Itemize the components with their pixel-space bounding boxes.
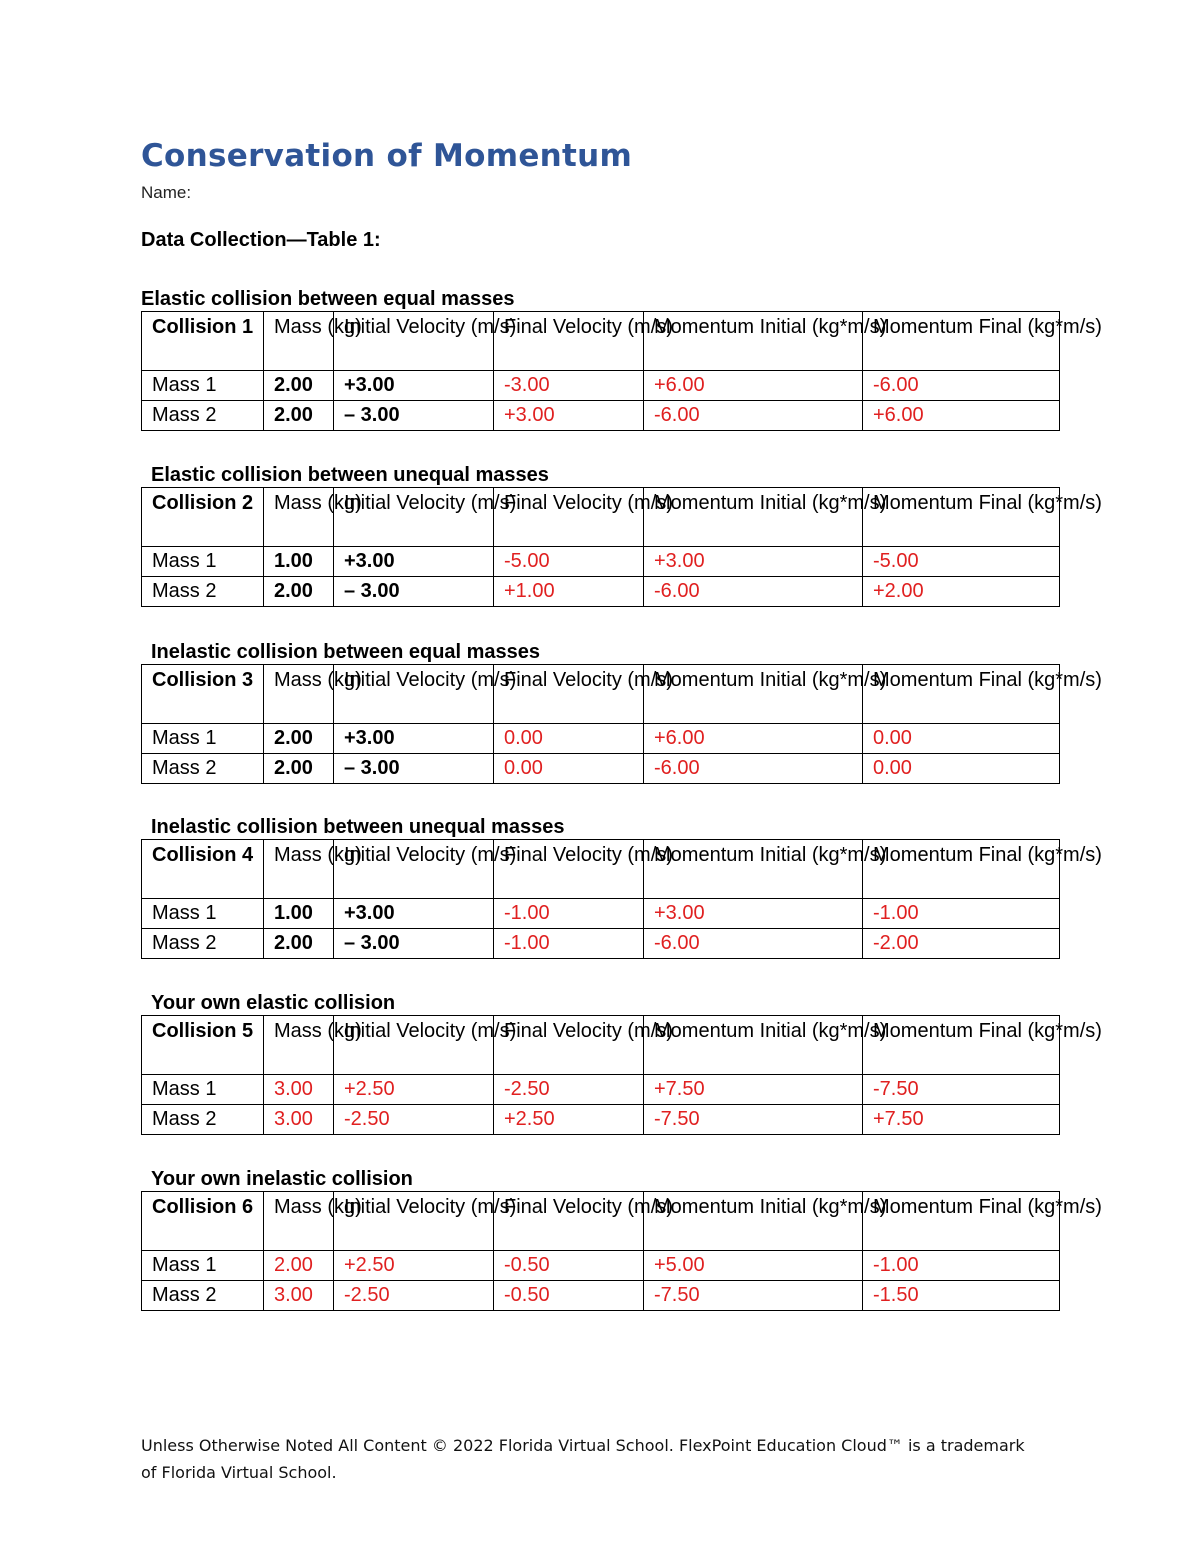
row-label: Mass 2 — [142, 401, 264, 431]
momentum-final-value: -5.00 — [863, 547, 1060, 577]
header-row — [142, 840, 1060, 899]
momentum-initial-value: -6.00 — [644, 401, 863, 431]
collision-label: Collision 6 — [142, 1192, 264, 1251]
row-label: Mass 1 — [142, 724, 264, 754]
table-row — [142, 401, 1060, 431]
final-velocity-header: Final Velocity (m/s) — [494, 840, 644, 899]
mass-value: 2.00 — [264, 929, 334, 959]
row-label: Mass 1 — [142, 1075, 264, 1105]
momentum-final-value: 0.00 — [863, 754, 1060, 784]
mass-header: Mass (kg) — [264, 1192, 334, 1251]
mass-header: Mass (kg) — [264, 488, 334, 547]
section-title: Your own elastic collision — [151, 992, 396, 1014]
mass-header: Mass (kg) — [264, 312, 334, 371]
section-title: Inelastic collision between unequal masses — [151, 816, 565, 838]
momentum-final-value: -1.00 — [863, 1251, 1060, 1281]
final-velocity-value: -0.50 — [494, 1281, 644, 1311]
momentum-final-header: Momentum Final (kg*m/s) — [863, 488, 1060, 547]
final-velocity-header: Final Velocity (m/s) — [494, 488, 644, 547]
momentum-final-value: -1.00 — [863, 899, 1060, 929]
mass-header: Mass (kg) — [264, 665, 334, 724]
collision-table-5 — [141, 1015, 1102, 1135]
row-label: Mass 1 — [142, 1251, 264, 1281]
initial-velocity-value: – 3.00 — [334, 754, 494, 784]
table-row — [142, 754, 1060, 784]
final-velocity-value: +2.50 — [494, 1105, 644, 1135]
header-row — [142, 312, 1060, 371]
momentum-initial-value: +6.00 — [644, 371, 863, 401]
data-collection-heading: Data Collection—Table 1: — [141, 229, 381, 251]
mass-value: 1.00 — [264, 899, 334, 929]
row-label: Mass 2 — [142, 1105, 264, 1135]
section-title: Elastic collision between equal masses — [141, 288, 515, 310]
collision-table-6 — [141, 1191, 1102, 1311]
initial-velocity-header: Initial Velocity (m/s) — [334, 488, 494, 547]
page-title: Conservation of Momentum — [141, 138, 633, 174]
momentum-initial-value: +6.00 — [644, 724, 863, 754]
section-title: Elastic collision between unequal masses — [151, 464, 549, 486]
row-label: Mass 1 — [142, 547, 264, 577]
table-row — [142, 1105, 1060, 1135]
final-velocity-value: 0.00 — [494, 724, 644, 754]
header-row — [142, 1016, 1060, 1075]
final-velocity-value: -1.00 — [494, 899, 644, 929]
collision-section-4 — [141, 815, 1102, 959]
collision-table-4 — [141, 839, 1102, 959]
row-label: Mass 2 — [142, 1281, 264, 1311]
final-velocity-value: -0.50 — [494, 1251, 644, 1281]
initial-velocity-header: Initial Velocity (m/s) — [334, 1192, 494, 1251]
momentum-initial-header: Momentum Initial (kg*m/s) — [644, 665, 863, 724]
section-title: Inelastic collision between equal masses — [151, 641, 541, 663]
table-row — [142, 1075, 1060, 1105]
initial-velocity-value: – 3.00 — [334, 929, 494, 959]
final-velocity-header: Final Velocity (m/s) — [494, 665, 644, 724]
collision-label: Collision 4 — [142, 840, 264, 899]
mass-value: 3.00 — [264, 1281, 334, 1311]
momentum-initial-header: Momentum Initial (kg*m/s) — [644, 1192, 863, 1251]
collision-label: Collision 2 — [142, 488, 264, 547]
header-row — [142, 1192, 1060, 1251]
momentum-final-value: +6.00 — [863, 401, 1060, 431]
initial-velocity-value: -2.50 — [334, 1281, 494, 1311]
row-label: Mass 2 — [142, 577, 264, 607]
momentum-final-header: Momentum Final (kg*m/s) — [863, 665, 1060, 724]
mass-value: 2.00 — [264, 401, 334, 431]
momentum-initial-value: -7.50 — [644, 1105, 863, 1135]
initial-velocity-value: +2.50 — [334, 1251, 494, 1281]
collision-section-2 — [141, 463, 1102, 607]
momentum-initial-value: +3.00 — [644, 547, 863, 577]
name-label: Name: — [141, 183, 192, 202]
collision-section-1 — [141, 287, 1102, 431]
initial-velocity-value: – 3.00 — [334, 401, 494, 431]
momentum-initial-value: -6.00 — [644, 929, 863, 959]
momentum-final-value: +7.50 — [863, 1105, 1060, 1135]
momentum-initial-header: Momentum Initial (kg*m/s) — [644, 488, 863, 547]
momentum-final-value: -2.00 — [863, 929, 1060, 959]
momentum-initial-value: -7.50 — [644, 1281, 863, 1311]
momentum-final-header: Momentum Final (kg*m/s) — [863, 1016, 1060, 1075]
row-label: Mass 1 — [142, 899, 264, 929]
final-velocity-header: Final Velocity (m/s) — [494, 1016, 644, 1075]
initial-velocity-value: +3.00 — [334, 547, 494, 577]
initial-velocity-value: +3.00 — [334, 371, 494, 401]
row-label: Mass 1 — [142, 371, 264, 401]
momentum-initial-header: Momentum Initial (kg*m/s) — [644, 312, 863, 371]
mass-value: 2.00 — [264, 1251, 334, 1281]
final-velocity-header: Final Velocity (m/s) — [494, 312, 644, 371]
momentum-final-header: Momentum Final (kg*m/s) — [863, 1192, 1060, 1251]
table-row — [142, 547, 1060, 577]
mass-value: 3.00 — [264, 1105, 334, 1135]
momentum-final-value: -1.50 — [863, 1281, 1060, 1311]
final-velocity-value: -2.50 — [494, 1075, 644, 1105]
initial-velocity-header: Initial Velocity (m/s) — [334, 1016, 494, 1075]
initial-velocity-value: +3.00 — [334, 899, 494, 929]
row-label: Mass 2 — [142, 754, 264, 784]
momentum-final-value: +2.00 — [863, 577, 1060, 607]
collision-label: Collision 3 — [142, 665, 264, 724]
final-velocity-value: -1.00 — [494, 929, 644, 959]
final-velocity-header: Final Velocity (m/s) — [494, 1192, 644, 1251]
final-velocity-value: -5.00 — [494, 547, 644, 577]
collision-label: Collision 5 — [142, 1016, 264, 1075]
momentum-final-value: 0.00 — [863, 724, 1060, 754]
footer-copyright: Unless Otherwise Noted All Content © 2022 Florida Virtual School. FlexPoint Education Cloud™ is a trademark of Florida Virtual School. — [141, 1436, 1025, 1482]
table-row — [142, 899, 1060, 929]
final-velocity-value: +1.00 — [494, 577, 644, 607]
mass-value: 1.00 — [264, 547, 334, 577]
momentum-initial-value: +7.50 — [644, 1075, 863, 1105]
momentum-final-value: -6.00 — [863, 371, 1060, 401]
table-row — [142, 577, 1060, 607]
momentum-final-value: -7.50 — [863, 1075, 1060, 1105]
collision-section-5 — [141, 991, 1102, 1135]
momentum-final-header: Momentum Final (kg*m/s) — [863, 840, 1060, 899]
row-label: Mass 2 — [142, 929, 264, 959]
header-row — [142, 488, 1060, 547]
final-velocity-value: -3.00 — [494, 371, 644, 401]
collision-section-6 — [141, 1167, 1102, 1311]
initial-velocity-value: – 3.00 — [334, 577, 494, 607]
initial-velocity-value: +2.50 — [334, 1075, 494, 1105]
mass-value: 2.00 — [264, 754, 334, 784]
collision-section-3 — [141, 640, 1102, 784]
initial-velocity-header: Initial Velocity (m/s) — [334, 312, 494, 371]
final-velocity-value: +3.00 — [494, 401, 644, 431]
mass-value: 3.00 — [264, 1075, 334, 1105]
table-row — [142, 1281, 1060, 1311]
collision-table-3 — [141, 664, 1102, 784]
momentum-initial-value: +3.00 — [644, 899, 863, 929]
momentum-initial-value: +5.00 — [644, 1251, 863, 1281]
initial-velocity-value: +3.00 — [334, 724, 494, 754]
mass-value: 2.00 — [264, 577, 334, 607]
table-row — [142, 724, 1060, 754]
table-row — [142, 371, 1060, 401]
table-row — [142, 929, 1060, 959]
momentum-initial-header: Momentum Initial (kg*m/s) — [644, 840, 863, 899]
mass-header: Mass (kg) — [264, 1016, 334, 1075]
final-velocity-value: 0.00 — [494, 754, 644, 784]
initial-velocity-header: Initial Velocity (m/s) — [334, 840, 494, 899]
collision-table-2 — [141, 487, 1102, 607]
initial-velocity-header: Initial Velocity (m/s) — [334, 665, 494, 724]
header-row — [142, 665, 1060, 724]
section-title: Your own inelastic collision — [151, 1168, 413, 1190]
mass-value: 2.00 — [264, 724, 334, 754]
collision-label: Collision 1 — [142, 312, 264, 371]
mass-value: 2.00 — [264, 371, 334, 401]
table-row — [142, 1251, 1060, 1281]
initial-velocity-value: -2.50 — [334, 1105, 494, 1135]
momentum-initial-value: -6.00 — [644, 577, 863, 607]
momentum-final-header: Momentum Final (kg*m/s) — [863, 312, 1060, 371]
mass-header: Mass (kg) — [264, 840, 334, 899]
collision-table-1 — [141, 311, 1102, 431]
momentum-initial-value: -6.00 — [644, 754, 863, 784]
momentum-initial-header: Momentum Initial (kg*m/s) — [644, 1016, 863, 1075]
